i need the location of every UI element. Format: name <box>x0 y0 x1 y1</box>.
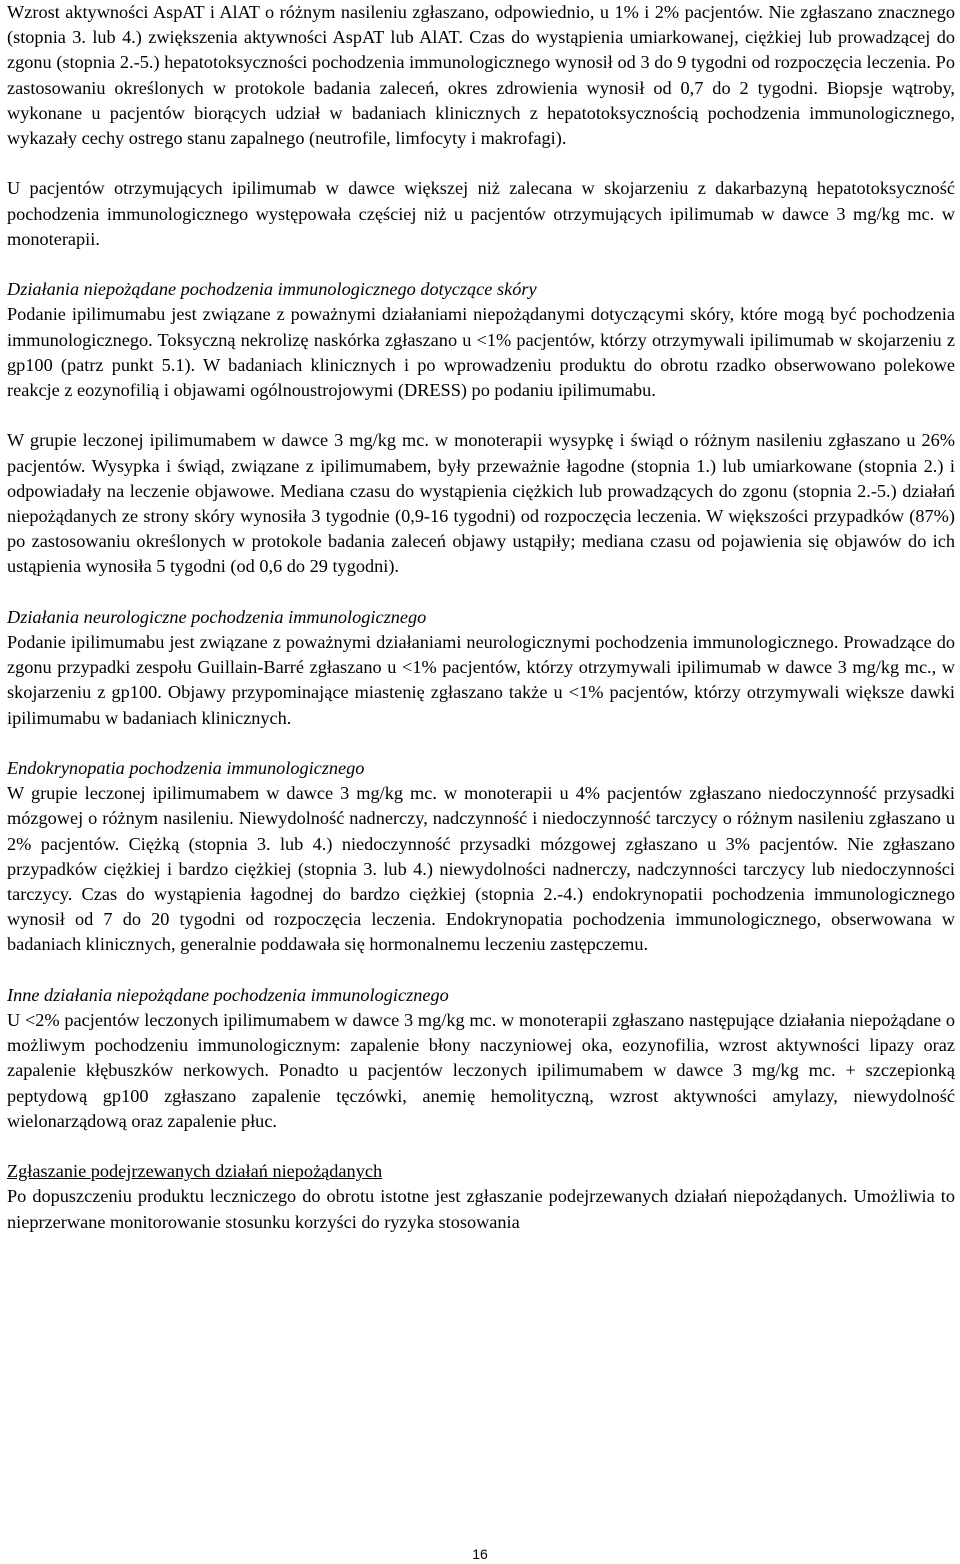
paragraph-skin-rash: W grupie leczonej ipilimumabem w dawce 3 mg/kg mc. w monoterapii wysypkę i świąd o różnym nasileniu zgłaszano u 26% pacjentów. Wysypka i świąd, związane z ipilimumabem, były przeważnie łagodne (stopnia 1.) lub umiarkowane (stopnia 2.) i odpowiadały na leczenie objawowe. Mediana czasu do wystąpienia ciężkich lub prowadzących do zgonu (stopnia 2.-5.) działań niepożądanych ze strony skóry wynosiła 3 tygodnie (0,9-16 tygodni) od rozpoczęcia leczenia. W większości przypadków (87%) po zastosowaniu określonych w protokole badania zaleceń objawy ustąpiły; mediana czasu od pojawienia się objawów do ich ustąpienia wynosiła 5 tygodni (od 0,6 do 29 tygodni). <box>7 430 955 577</box>
paragraph-liver-enzymes: Wzrost aktywności AspAT i AlAT o różnym nasileniu zgłaszano, odpowiednio, u 1% i 2% pacjentów. Nie zgłaszano znacznego (stopnia 3. lub 4.) zwiększenia aktywności AspAT lub AlAT. Czas do wystąpienia umiarkowanej, ciężkiej lub prowadzącej do zgonu (stopnia 2.-5.) hepatotoksyczności pochodzenia immunologicznego wynosił od 3 do 9 tygodni od rozpoczęcia leczenia. Po zastosowaniu określonych w protokole badania zaleceń, okres zdrowienia wynosił od 0,7 do 2 tygodni. Biopsje wątroby, wykonane u pacjentów biorących udział w badaniach klinicznych z hepatotoksycznością pochodzenia immunologicznego, wykazały cechy ostrego stanu zapalnego (neutrofile, limfocyty i makrofagi). <box>7 2 955 149</box>
paragraph-neurological: Podanie ipilimumabu jest związane z poważnymi działaniami neurologicznymi pochodzenia immunologicznego. Prowadzące do zgonu przypadki zespołu Guillain-Barré zgłaszano u <1% pacjentów, którzy otrzymywali ipilimumab w dawce 3 mg/kg mc., w skojarzeniu z gp100. Objawy przypominające miastenię zgłaszano także u <1% pacjentów, którzy otrzymywali większe dawki ipilimumabu w badaniach klinicznych. <box>7 632 955 728</box>
heading-reporting: Zgłaszanie podejrzewanych działań niepożądanych <box>7 1161 383 1182</box>
heading-skin-reactions: Działania niepożądane pochodzenia immunologicznego dotyczące skóry <box>7 279 537 300</box>
heading-neurological: Działania neurologiczne pochodzenia immunologicznego <box>7 606 427 627</box>
document-page <box>7 0 955 1235</box>
paragraph-reporting: Po dopuszczeniu produktu leczniczego do obrotu istotne jest zgłaszanie podejrzewanych działań niepożądanych. Umożliwia to nieprzerwane monitorowanie stosunku korzyści do ryzyka stosowania <box>7 1186 955 1232</box>
heading-endocrinopathy: Endokrynopatia pochodzenia immunologicznego <box>7 758 365 779</box>
heading-other-reactions: Inne działania niepożądane pochodzenia immunologicznego <box>7 984 449 1005</box>
paragraph-other-reactions: U <2% pacjentów leczonych ipilimumabem w dawce 3 mg/kg mc. w monoterapii zgłaszano następujące działania niepożądane o możliwym pochodzeniu immunologicznym: zapalenie błony naczyniowej oka, eozynofilia, wzrost aktywności lipazy oraz zapalenie kłębuszków nerkowych. Ponadto u pacjentów leczonych ipilimumabem w dawce 3 mg/kg mc. + szczepionką peptydową gp100 zgłaszano zapalenie tęczówki, anemię hemolityczną, wzrost aktywności amylazy, niewydolność wielonarządową oraz zapalenie płuc. <box>7 1010 955 1131</box>
page-number: 16 <box>472 1546 488 1562</box>
paragraph-skin-serious: Podanie ipilimumabu jest związane z poważnymi działaniami niepożądanymi dotyczącymi skóry, które mogą być pochodzenia immunologicznego. Toksyczną nekrolizę naskórka zgłaszano u <1% pacjentów, którzy otrzymywali ipilimumab w skojarzeniu z gp100 (patrz punkt 5.1). W badaniach klinicznych i po wprowadzeniu produktu do obrotu rzadko obserwowano polekowe reakcje z eozynofilią i objawami ogólnoustrojowymi (DRESS) po podaniu ipilimumabu. <box>7 304 955 401</box>
paragraph-liver-higher-dose: U pacjentów otrzymujących ipilimumab w dawce większej niż zalecana w skojarzeniu z dakarbazyną hepatotoksyczność pochodzenia immunologicznego występowała częściej niż u pacjentów otrzymujących ipilimumab w dawce 3 mg/kg mc. w monoterapii. <box>7 178 955 249</box>
paragraph-endocrinopathy: W grupie leczonej ipilimumabem w dawce 3 mg/kg mc. w monoterapii u 4% pacjentów zgłaszano niedoczynność przysadki mózgowej o różnym nasileniu. Niewydolność nadnerczy, nadczynność i niedoczynność tarczycy o różnym nasileniu zgłaszano u 2% pacjentów. Ciężką (stopnia 3. lub 4.) niedoczynność przysadki mózgowej zgłaszano u 3% pacjentów. Nie zgłaszano przypadków ciężkiej i bardzo ciężkiej (stopnia 3. lub 4.) niewydolności nadnerczy, nadczynności tarczycy lub niedoczynności tarczycy. Czas do wystąpienia łagodnej do bardzo ciężkiej (stopnia 2.-4.) endokrynopatii pochodzenia immunologicznego wynosił od 7 do 20 tygodni od rozpoczęcia leczenia. Endokrynopatia pochodzenia immunologicznego, obserwowana w badaniach klinicznych, generalnie poddawała się hormonalnemu leczeniu zastępczemu. <box>7 783 955 955</box>
